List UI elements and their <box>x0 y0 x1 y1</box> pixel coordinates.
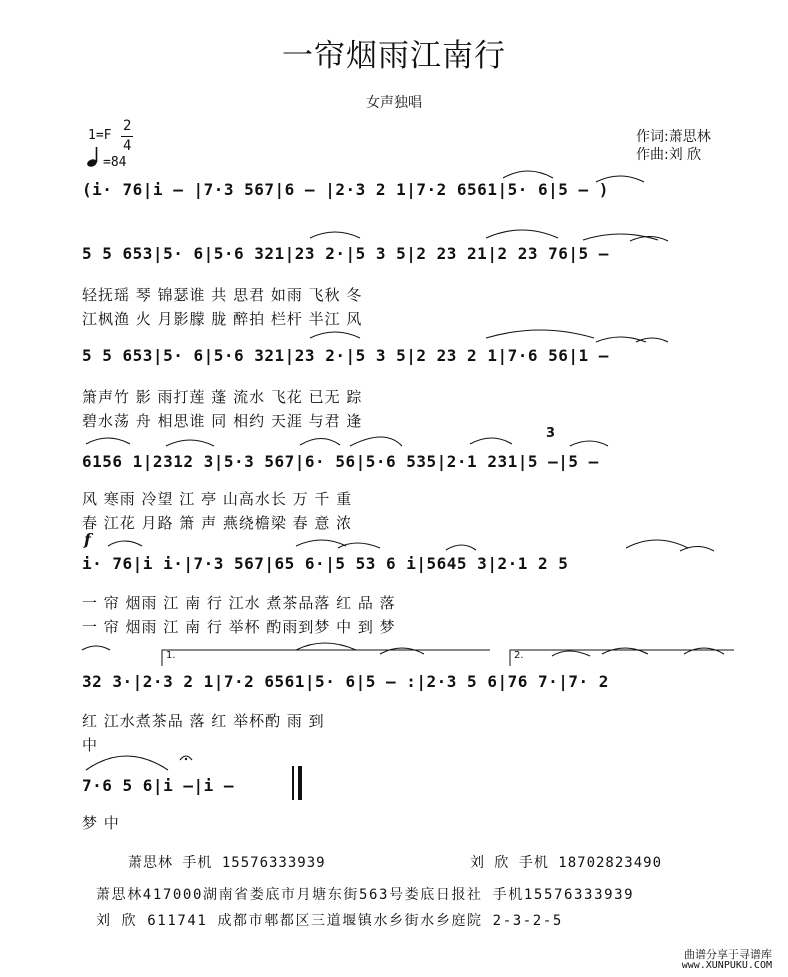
final-barline <box>292 766 294 800</box>
tempo-marking: =84 <box>103 155 127 170</box>
lyric-line-3-verse-2: 碧水荡 舟 相思谁 同 相约 天涯 与君 逢 <box>82 412 363 430</box>
footer-address-2: 刘 欣 611741 成都市郫都区三道堰镇水乡街水乡庭院 2-3-2-5 <box>96 913 563 929</box>
notation-line-5: i· 76|i i·|7·3 567|65 6·|5 53 6 i|5645 3|2·1 2 5 <box>82 554 569 573</box>
dynamic-marking: f <box>84 530 91 549</box>
lyric-line-4-verse-2: 春 江花 月路 箫 声 燕绕檐梁 春 意 浓 <box>82 514 353 532</box>
watermark-url: www.XUNPUKU.COM <box>681 960 772 971</box>
notation-line-4: 6156 1|2312 3|5·3 567|6· 56|5·6 535|2·1 231|5 –|5 – <box>82 452 599 471</box>
lyric-line-2-verse-2: 江枫渔 火 月影朦 胧 醉拍 栏杆 半江 风 <box>82 310 363 328</box>
triplet-mark: 3 <box>546 426 556 441</box>
volta-first-ending: 1. <box>166 650 176 661</box>
lyricist-credit: 作词:萧思林 <box>636 129 711 145</box>
final-barline-thick <box>298 766 302 800</box>
time-signature-top: 2 <box>123 118 132 134</box>
lyric-line-2-verse-1: 轻抚瑶 琴 锦瑟谁 共 思君 如雨 飞秋 冬 <box>82 286 363 304</box>
lyric-line-3-verse-1: 箫声竹 影 雨打莲 蓬 流水 飞花 已无 踪 <box>82 388 363 406</box>
lyric-line-5-verse-1: 一 帘 烟雨 江 南 行 江水 煮茶品落 红 品 落 <box>82 594 396 612</box>
notation-line-3: 5 5 653|5· 6|5·6 321|23 2·|5 3 5|2 23 2 1|7·6 56|1 – <box>82 346 609 365</box>
watermark-text: 曲谱分享于寻谱库 <box>684 948 772 961</box>
lyric-line-7: 梦 中 <box>82 814 120 832</box>
footer-address-1: 萧思林417000湖南省娄底市月塘东街563号娄底日报社 手机15576333939 <box>96 887 635 903</box>
notation-line-7: 7·6 5 6|i –|i – <box>82 776 234 795</box>
notation-line-1: (i· 76|i – |7·3 567|6 – |2·3 2 1|7·2 6561|5· 6|5 – ) <box>82 180 609 199</box>
lyric-line-4-verse-1: 风 寒雨 冷望 江 亭 山高水长 万 千 重 <box>82 490 353 508</box>
lyric-line-6-verse-1: 红 江水煮茶品 落 红 举杯酌 雨 到 <box>82 712 325 730</box>
volta-second-ending: 2. <box>514 650 524 661</box>
contact-liu: 刘 欣 手机 18702823490 <box>470 855 663 871</box>
lyric-line-5-verse-2: 一 帘 烟雨 江 南 行 举杯 酌雨到梦 中 到 梦 <box>82 618 396 636</box>
lyric-line-6-verse-2: 中 <box>82 736 99 754</box>
contact-xiao: 萧思林 手机 15576333939 <box>128 855 326 871</box>
notation-line-6: 32 3·|2·3 2 1|7·2 6561|5· 6|5 – :|2·3 5 6|76 7·|7· 2 <box>82 672 609 691</box>
time-signature-bottom: 4 <box>123 138 132 154</box>
notation-line-2: 5 5 653|5· 6|5·6 321|23 2·|5 3 5|2 23 21|2 23 76|5 – <box>82 244 609 263</box>
key-signature: 1=F <box>88 128 112 143</box>
watermark-box <box>630 944 780 972</box>
composer-credit: 作曲:刘 欣 <box>636 147 702 163</box>
score-title: 一帘烟雨江南行 <box>282 38 506 74</box>
subtitle: 女声独唱 <box>366 95 422 111</box>
